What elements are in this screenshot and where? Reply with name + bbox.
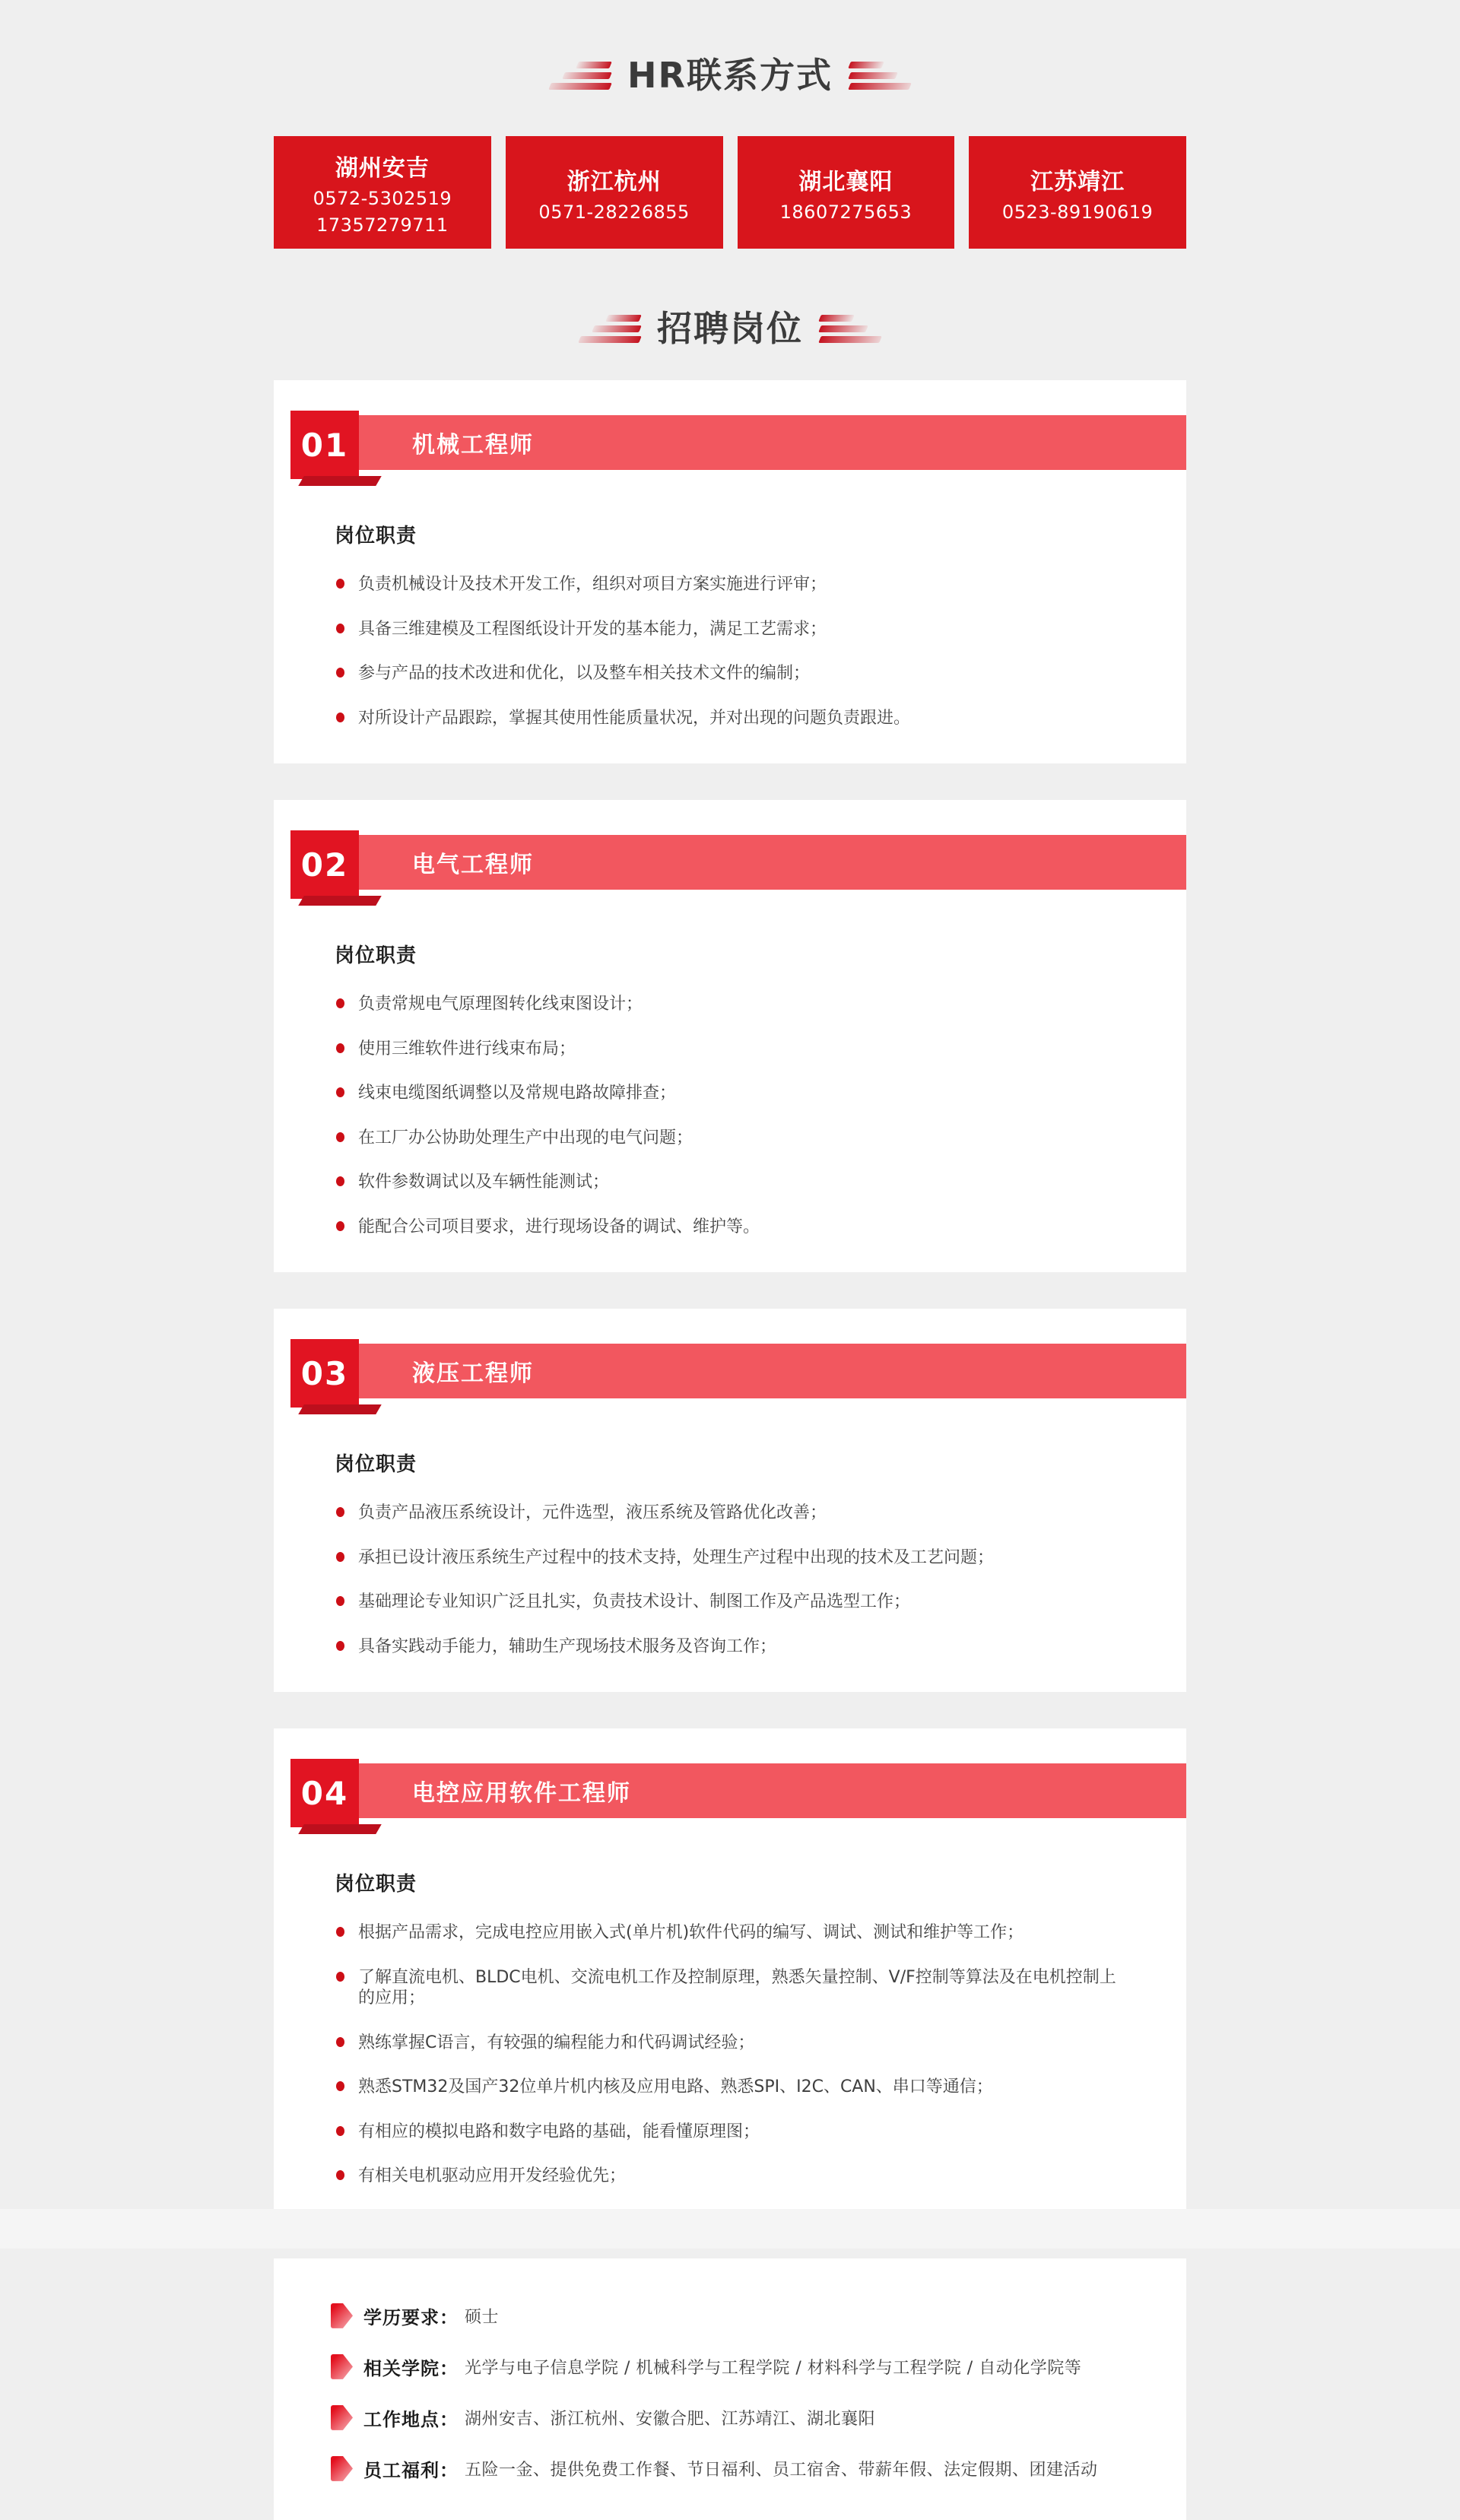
info-value: 硕士 xyxy=(465,2307,500,2327)
contact-city: 浙江杭州 xyxy=(567,168,662,195)
info-row-education xyxy=(331,2303,1129,2329)
job-number-badge xyxy=(290,411,359,479)
duty-item xyxy=(335,1217,1125,1238)
job-number-badge xyxy=(290,1759,359,1827)
duty-text: 熟悉STM32及国产32位单片机内核及应用电路、熟悉SPI、I2C、CAN、串口等通信； xyxy=(358,2077,993,2097)
job-title-band xyxy=(304,415,1186,470)
job-title-band xyxy=(304,1344,1186,1398)
job-number: 01 xyxy=(300,426,349,464)
duty-item xyxy=(335,2033,1125,2054)
job-header xyxy=(274,1728,1186,1835)
bullet-dot-icon xyxy=(336,1043,344,1053)
bullet-dot-icon xyxy=(336,668,344,678)
bullet-dot-icon xyxy=(336,2170,344,2180)
duty-item xyxy=(335,619,1125,640)
bullet-dot-icon xyxy=(336,1552,344,1562)
info-label: 相关学院： xyxy=(363,2357,459,2379)
duty-item xyxy=(335,1083,1125,1104)
contact-phone: 0523-89190619 xyxy=(1001,201,1154,223)
job-header xyxy=(274,1309,1186,1415)
info-value: 五险一金、提供免费工作餐、节日福利、员工宿舍、带薪年假、法定假期、团建活动 xyxy=(465,2460,1098,2480)
contact-card-zhejiang-hangzhou[interactable] xyxy=(506,136,723,249)
job-card-mechanical-engineer xyxy=(274,380,1186,763)
duty-text: 具备三维建模及工程图纸设计开发的基本能力，满足工艺需求； xyxy=(358,619,827,639)
info-label: 员工福利： xyxy=(363,2459,459,2481)
job-title: 机械工程师 xyxy=(412,432,534,459)
duty-item xyxy=(335,2077,1125,2098)
duty-item xyxy=(335,1922,1125,1944)
contact-phone: 17357279711 xyxy=(316,214,449,236)
bullet-dot-icon xyxy=(336,2037,344,2047)
contact-city: 江苏靖江 xyxy=(1030,168,1125,195)
duty-item xyxy=(335,1039,1125,1060)
bullet-dot-icon xyxy=(336,579,344,589)
duties-list xyxy=(335,994,1125,1237)
duty-text: 负责机械设计及技术开发工作，组织对项目方案实施进行评审； xyxy=(358,575,827,595)
duty-text: 具备实践动手能力，辅助生产现场技术服务及咨询工作； xyxy=(358,1636,777,1656)
contact-phone: 0571-28226855 xyxy=(538,201,690,223)
contact-card-hubei-xiangyang[interactable] xyxy=(738,136,955,249)
duty-item xyxy=(335,1503,1125,1524)
duty-item xyxy=(335,1592,1125,1613)
info-row-locations xyxy=(331,2404,1129,2431)
bullet-dot-icon xyxy=(336,1927,344,1937)
job-title: 电控应用软件工程师 xyxy=(412,1780,631,1807)
duty-text: 基础理论专业知识广泛且扎实，负责技术设计、制图工作及产品选型工作； xyxy=(358,1592,911,1612)
contact-cards-row xyxy=(274,136,1186,249)
job-card-electrical-engineer xyxy=(274,800,1186,1272)
job-body xyxy=(274,520,1186,728)
general-info-card xyxy=(274,2258,1186,2520)
jobs-section-title: 招聘岗位 xyxy=(657,308,803,350)
bullet-dot-icon xyxy=(336,1221,344,1231)
duty-text: 线束电缆图纸调整以及常规电路故障排查； xyxy=(358,1084,677,1103)
job-body xyxy=(274,940,1186,1237)
duty-text: 有相关电机驱动应用开发经验优先； xyxy=(358,2166,627,2186)
duty-text: 有相应的模拟电路和数字电路的基础，能看懂原理图； xyxy=(358,2122,760,2141)
duty-text: 软件参数调试以及车辆性能测试； xyxy=(358,1173,610,1192)
contact-city: 湖北襄阳 xyxy=(798,168,893,195)
duty-text: 能配合公司项目要求，进行现场设备的调试、维护等。 xyxy=(358,1217,760,1236)
duty-item xyxy=(335,2166,1125,2187)
job-body xyxy=(274,1868,1186,2187)
job-title-band xyxy=(304,835,1186,890)
jobs-section-header xyxy=(274,249,1186,350)
duty-item xyxy=(335,1967,1125,2009)
bullet-dot-icon xyxy=(336,998,344,1008)
jobs-list xyxy=(274,380,1186,2520)
bullet-dot-icon xyxy=(336,1507,344,1517)
duty-item xyxy=(335,1172,1125,1193)
bullet-dot-icon xyxy=(336,1972,344,1982)
bullet-dot-icon xyxy=(336,1087,344,1097)
contact-phone: 0572-5302519 xyxy=(313,188,452,210)
contact-card-huzhou-anji[interactable] xyxy=(274,136,491,249)
bullet-dot-icon xyxy=(336,2081,344,2091)
hr-section-header xyxy=(274,0,1186,97)
duty-item xyxy=(335,2122,1125,2143)
duty-item xyxy=(335,574,1125,595)
bottom-strip xyxy=(0,2209,1460,2249)
bullet-dot-icon xyxy=(336,713,344,722)
duties-heading: 岗位职责 xyxy=(335,1873,417,1896)
duty-text: 负责产品液压系统设计，元件选型，液压系统及管路优化改善； xyxy=(358,1503,827,1523)
job-header xyxy=(274,380,1186,487)
speed-lines-right-icon xyxy=(849,62,910,90)
speed-lines-left-icon xyxy=(550,62,611,90)
job-card-hydraulic-engineer xyxy=(274,1309,1186,1692)
job-title: 电气工程师 xyxy=(412,852,534,879)
job-number-badge xyxy=(290,1339,359,1408)
job-number: 04 xyxy=(300,1774,349,1812)
duty-text: 在工厂办公协助处理生产中出现的电气问题； xyxy=(358,1128,694,1147)
duty-item xyxy=(335,1547,1125,1569)
duty-text: 熟练掌握C语言，有较强的编程能力和代码调试经验； xyxy=(358,2033,755,2052)
duty-item xyxy=(335,1128,1125,1149)
duties-heading: 岗位职责 xyxy=(335,1453,417,1477)
info-row-benefits xyxy=(331,2455,1129,2482)
info-label: 学历要求： xyxy=(363,2306,459,2328)
page-content xyxy=(274,0,1186,2520)
duties-heading: 岗位职责 xyxy=(335,525,417,548)
bullet-dot-icon xyxy=(336,2126,344,2136)
duty-text: 了解直流电机、BLDC电机、交流电机工作及控制原理，熟悉矢量控制、V/F控制等算法及在电机控制上的应用； xyxy=(358,1967,1116,2008)
flag-icon xyxy=(331,2354,353,2379)
bullet-dot-icon xyxy=(336,1132,344,1142)
job-number-badge xyxy=(290,830,359,899)
flag-icon xyxy=(331,2405,353,2430)
contact-city: 湖州安吉 xyxy=(335,155,430,182)
duty-text: 根据产品需求，完成电控应用嵌入式(单片机)软件代码的编写、调试、测试和维护等工作； xyxy=(358,1923,1024,1943)
hr-section-title: HR联系方式 xyxy=(627,55,833,96)
job-number: 02 xyxy=(300,846,349,884)
job-card-motor-control-software-engineer xyxy=(274,1728,1186,2222)
job-number: 03 xyxy=(300,1354,349,1392)
duty-text: 对所设计产品跟踪，掌握其使用性能质量状况，并对出现的问题负责跟进。 xyxy=(358,708,911,728)
duty-text: 使用三维软件进行线束布局； xyxy=(358,1039,576,1058)
duty-item xyxy=(335,708,1125,729)
job-body xyxy=(274,1449,1186,1657)
speed-lines-left-icon xyxy=(579,315,640,343)
info-value: 光学与电子信息学院 / 机械科学与工程学院 / 材料科学与工程学院 / 自动化学院等 xyxy=(465,2358,1082,2378)
duty-text: 承担已设计液压系统生产过程中的技术支持，处理生产过程中出现的技术及工艺问题； xyxy=(358,1547,995,1567)
bullet-dot-icon xyxy=(336,1641,344,1651)
contact-phone: 18607275653 xyxy=(779,201,912,223)
flag-icon xyxy=(331,2456,353,2481)
duty-item xyxy=(335,663,1125,684)
info-row-colleges xyxy=(331,2353,1129,2380)
bullet-dot-icon xyxy=(336,1596,344,1606)
duty-text: 负责常规电气原理图转化线束图设计； xyxy=(358,995,643,1014)
duty-text: 参与产品的技术改进和优化，以及整车相关技术文件的编制； xyxy=(358,664,811,684)
flag-icon xyxy=(331,2303,353,2328)
bullet-dot-icon xyxy=(336,624,344,633)
speed-lines-right-icon xyxy=(820,315,881,343)
duties-list xyxy=(335,1922,1125,2187)
duties-list xyxy=(335,574,1125,728)
contact-card-jiangsu-jingjiang[interactable] xyxy=(969,136,1186,249)
job-header xyxy=(274,800,1186,906)
duty-item xyxy=(335,1636,1125,1658)
info-value: 湖州安吉、浙江杭州、安徽合肥、江苏靖江、湖北襄阳 xyxy=(465,2409,876,2429)
info-label: 工作地点： xyxy=(363,2408,459,2430)
duty-item xyxy=(335,994,1125,1015)
job-title: 液压工程师 xyxy=(412,1360,534,1388)
duties-list xyxy=(335,1503,1125,1657)
bullet-dot-icon xyxy=(336,1176,344,1186)
job-title-band xyxy=(304,1763,1186,1818)
duties-heading: 岗位职责 xyxy=(335,944,417,968)
